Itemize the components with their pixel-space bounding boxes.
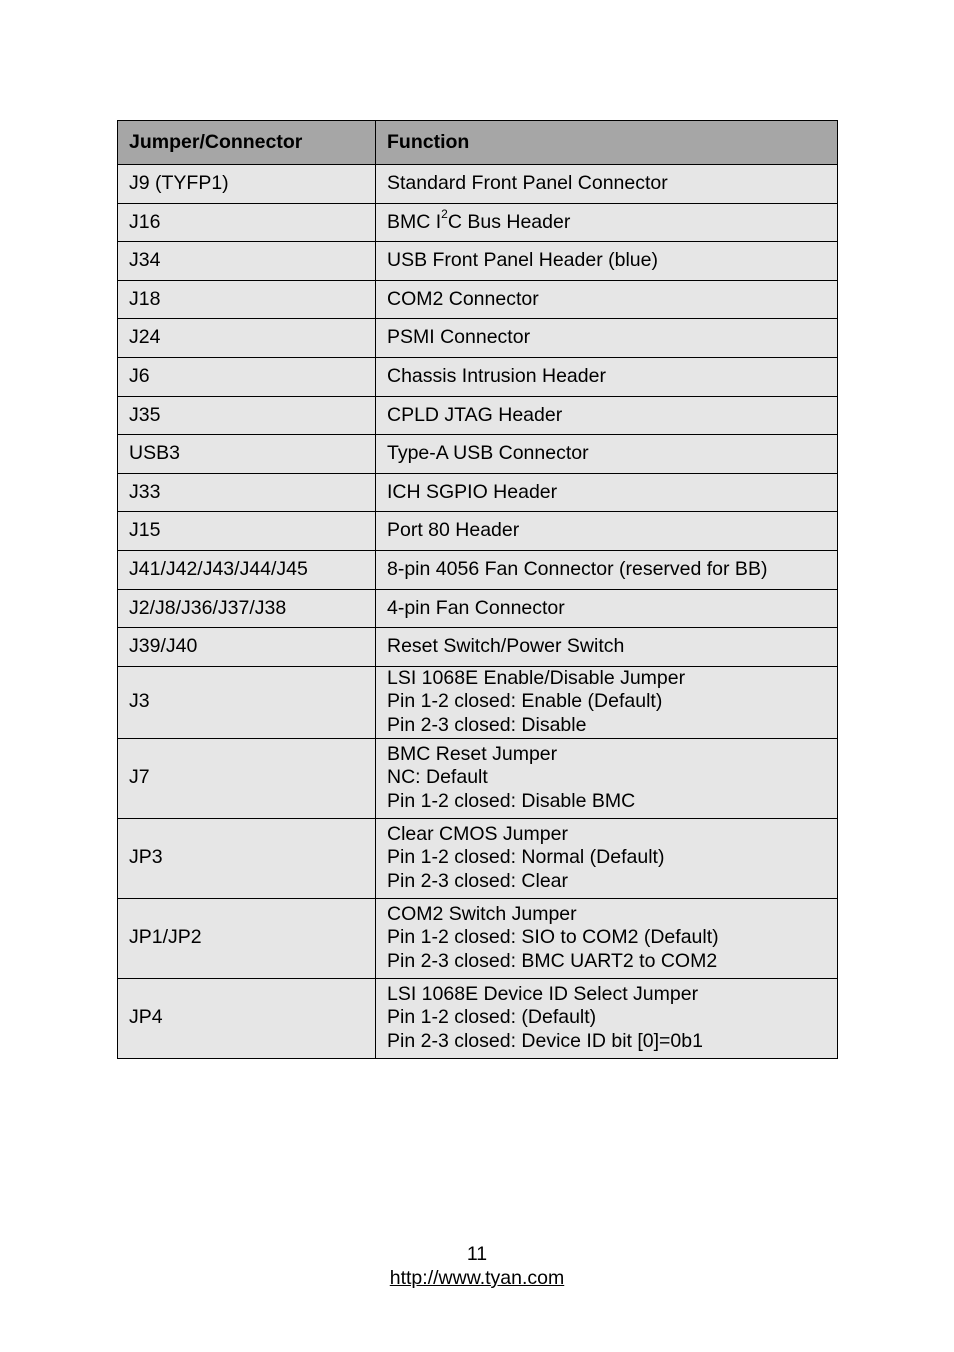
function-line: 4-pin Fan Connector xyxy=(387,596,565,619)
function-line: Pin 1-2 closed: Normal (Default) xyxy=(387,846,665,869)
function-cell xyxy=(376,628,838,667)
connector-cell: J33 xyxy=(118,473,376,512)
connector-cell: J16 xyxy=(118,203,376,242)
table-row xyxy=(118,512,838,551)
function-text-post: C Bus Header xyxy=(447,210,571,233)
function-line: Chassis Intrusion Header xyxy=(387,365,606,388)
connector-cell: J39/J40 xyxy=(118,628,376,667)
function-line: Clear CMOS Jumper xyxy=(387,822,568,845)
function-line: COM2 Connector xyxy=(387,287,539,310)
table-row xyxy=(118,242,838,281)
connector-cell: J34 xyxy=(118,242,376,281)
table-row xyxy=(118,818,838,898)
function-cell xyxy=(376,898,838,978)
function-line: USB Front Panel Header (blue) xyxy=(387,249,658,272)
function-line: 8-pin 4056 Fan Connector (reserved for BB) xyxy=(387,557,768,580)
function-line: Pin 2-3 closed: Device ID bit [0]=0b1 xyxy=(387,1029,703,1052)
connector-cell: JP3 xyxy=(118,818,376,898)
function-line: ICH SGPIO Header xyxy=(387,480,558,503)
connector-cell: USB3 xyxy=(118,435,376,474)
function-line: Pin 1-2 closed: (Default) xyxy=(387,1006,597,1029)
function-line: COM2 Switch Jumper xyxy=(387,902,577,925)
function-line: Port 80 Header xyxy=(387,519,520,542)
function-cell xyxy=(376,242,838,281)
connector-cell: J24 xyxy=(118,319,376,358)
page-number: 11 xyxy=(466,1243,488,1265)
table-row xyxy=(118,898,838,978)
header-function: Function xyxy=(376,121,838,165)
table-row xyxy=(118,435,838,474)
function-cell xyxy=(376,473,838,512)
table-row xyxy=(118,978,838,1058)
function-line: Pin 1-2 closed: Disable BMC xyxy=(387,789,636,812)
connector-cell: J15 xyxy=(118,512,376,551)
function-cell xyxy=(376,818,838,898)
function-line: PSMI Connector xyxy=(387,326,531,349)
function-cell xyxy=(376,738,838,818)
function-line: BMC Reset Jumper xyxy=(387,742,558,765)
connector-cell: J9 (TYFP1) xyxy=(118,165,376,204)
website-link[interactable]: http://www.tyan.com xyxy=(389,1267,565,1289)
function-cell xyxy=(376,550,838,589)
function-cell xyxy=(376,666,838,738)
function-line: Type-A USB Connector xyxy=(387,442,589,465)
table-row xyxy=(118,203,838,242)
function-line: Pin 2-3 closed: BMC UART2 to COM2 xyxy=(387,949,718,972)
function-line: LSI 1068E Enable/Disable Jumper xyxy=(387,666,686,689)
function-line: Pin 2-3 closed: Disable xyxy=(387,713,587,736)
function-cell xyxy=(376,589,838,628)
function-line: Pin 2-3 closed: Clear xyxy=(387,869,569,892)
connector-cell: JP4 xyxy=(118,978,376,1058)
function-cell xyxy=(376,319,838,358)
jumper-connector-table-container xyxy=(117,120,837,1059)
table-row xyxy=(118,550,838,589)
function-cell xyxy=(376,357,838,396)
function-cell xyxy=(376,280,838,319)
function-cell xyxy=(376,203,838,242)
function-line: Standard Front Panel Connector xyxy=(387,172,668,195)
connector-cell: J18 xyxy=(118,280,376,319)
function-cell xyxy=(376,396,838,435)
function-line: Pin 1-2 closed: Enable (Default) xyxy=(387,690,663,713)
table-row xyxy=(118,589,838,628)
connector-cell: JP1/JP2 xyxy=(118,898,376,978)
function-line: Pin 1-2 closed: SIO to COM2 (Default) xyxy=(387,926,719,949)
function-cell xyxy=(376,435,838,474)
connector-cell: J7 xyxy=(118,738,376,818)
function-text-superscript: 2 xyxy=(441,207,448,222)
table-row xyxy=(118,280,838,319)
function-line: Reset Switch/Power Switch xyxy=(387,635,625,658)
function-line: NC: Default xyxy=(387,766,488,789)
connector-cell: J2/J8/J36/J37/J38 xyxy=(118,589,376,628)
function-line: CPLD JTAG Header xyxy=(387,403,563,426)
table-row xyxy=(118,628,838,667)
connector-cell: J35 xyxy=(118,396,376,435)
function-cell xyxy=(376,512,838,551)
table-row xyxy=(118,738,838,818)
function-line: LSI 1068E Device ID Select Jumper xyxy=(387,982,699,1005)
table-row xyxy=(118,666,838,738)
function-cell xyxy=(376,165,838,204)
table-row xyxy=(118,165,838,204)
table-row xyxy=(118,473,838,512)
connector-cell: J6 xyxy=(118,357,376,396)
footer-url-container xyxy=(0,1266,954,1290)
table-row xyxy=(118,396,838,435)
connector-cell: J3 xyxy=(118,666,376,738)
jumper-connector-table xyxy=(117,120,838,1059)
table-row xyxy=(118,357,838,396)
connector-cell: J41/J42/J43/J44/J45 xyxy=(118,550,376,589)
header-jumper-connector: Jumper/Connector xyxy=(118,121,376,165)
function-text-pre: BMC I xyxy=(387,210,442,233)
table-row xyxy=(118,319,838,358)
table-header-row xyxy=(118,121,838,165)
function-cell xyxy=(376,978,838,1058)
